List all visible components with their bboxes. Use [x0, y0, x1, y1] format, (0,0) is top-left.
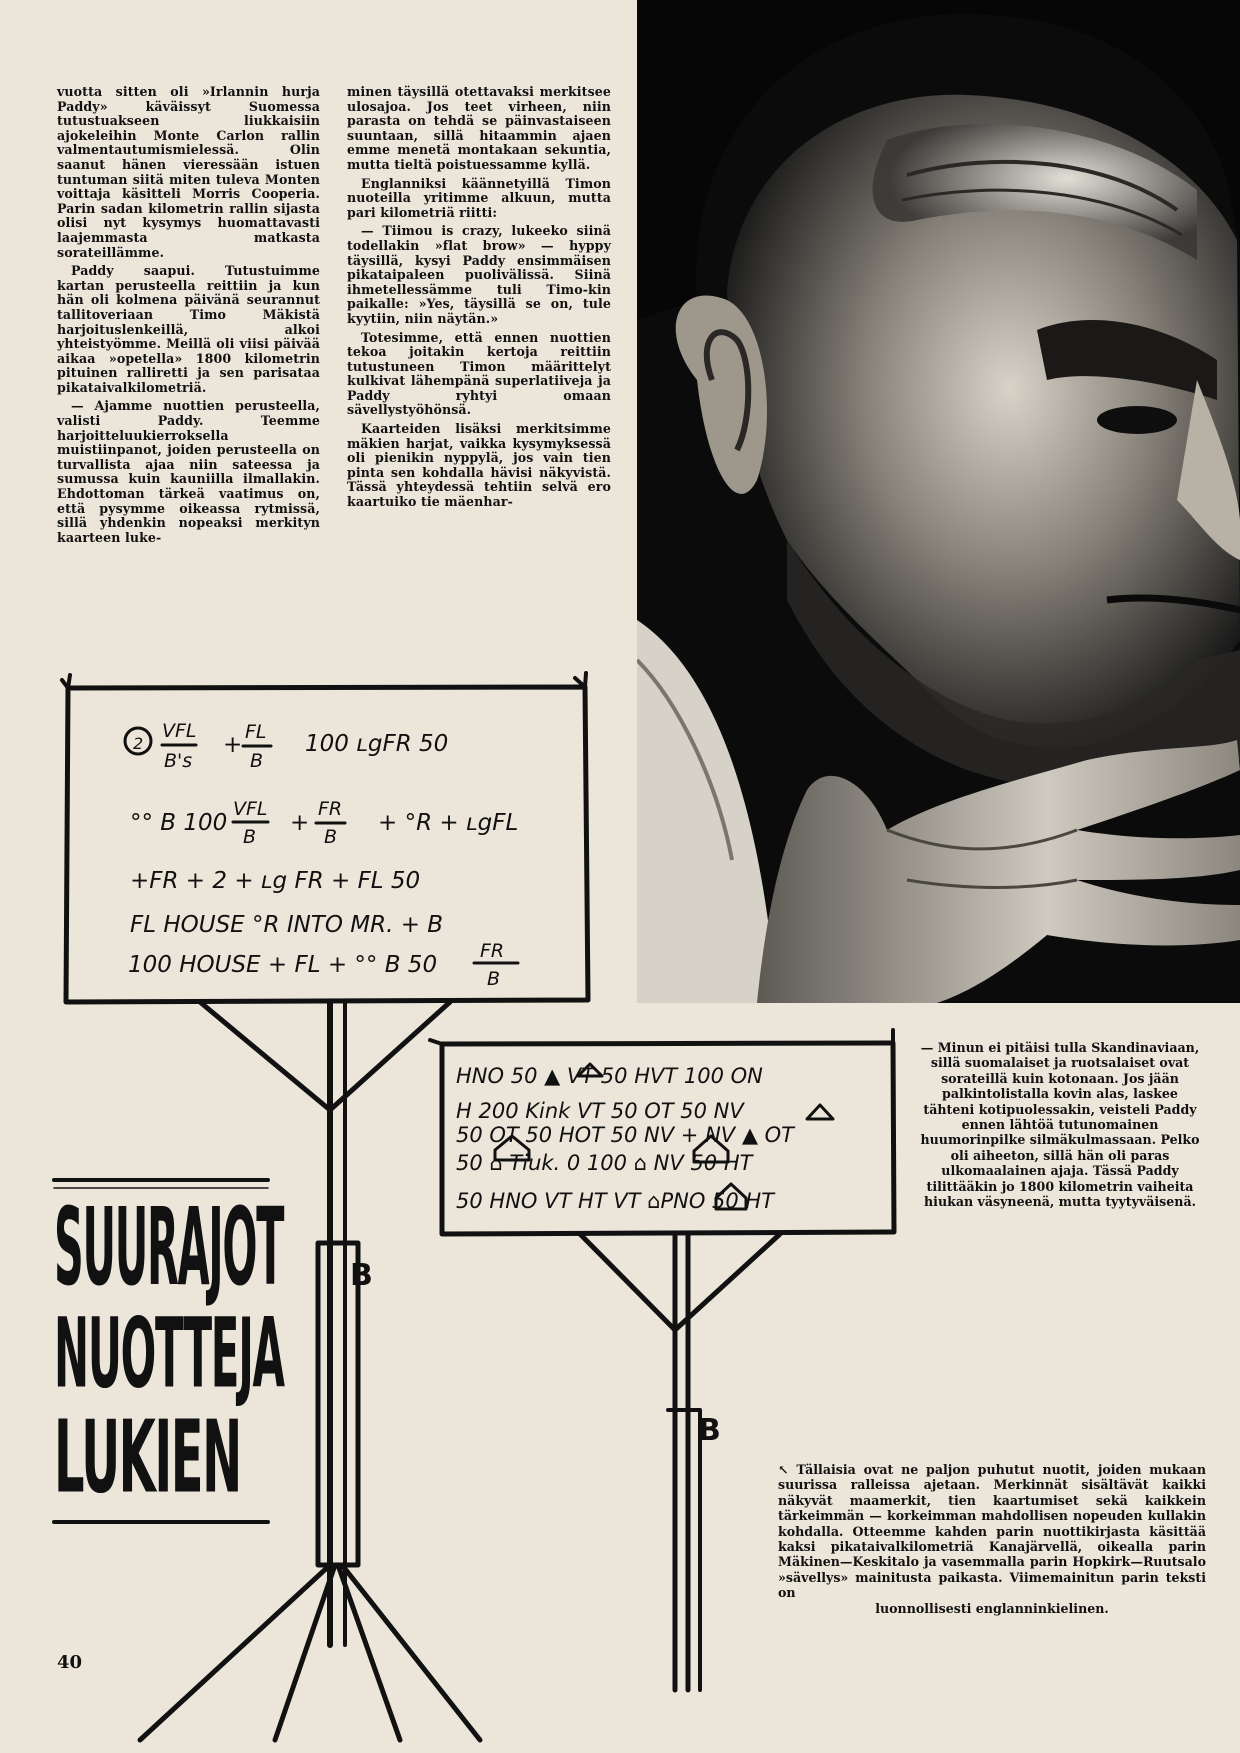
- stand-label: B: [698, 1413, 721, 1448]
- headline-line-1: SUURAJOT: [54, 1185, 284, 1310]
- note-text: FR: [480, 940, 505, 962]
- page-number: 40: [57, 1652, 83, 1673]
- photo-caption: — Minun ei pitäisi tulla Skandinaviaan, sillä suomalaiset ja ruotsalaiset ovat sorateillä kuin kotonaan. Jos jään palkintolistalla kovin alas, laskee tähteni kotipuolessakin, veisteli Paddy ennen lähtöä tutunomainen huumorinpilke silmäkulmassaan. Pelko oli aiheeton, sillä hän oli paras ulkomaalainen ajaja. Tässä Paddy tilittääkin jo 1800 kilometrin vaiheita hiukan väsyneenä, mutta tyytyväisenä.: [920, 1040, 1200, 1210]
- note-text: +: [290, 810, 310, 836]
- note-text: FL HOUSE °R INTO MR. + B: [130, 912, 444, 938]
- note-text: 50 OT 50 HOT 50 NV + NV ▲ OT: [456, 1123, 794, 1147]
- headline-line-3: LUKIEN: [54, 1399, 241, 1516]
- paragraph: vuotta sitten oli »Irlannin hurja Paddy» käväissyt Suomessa tutustuakseen liukkaisiin ajokeleihin Monte Carlon rallin valmentautumismielessä. Olin saanut hänen vieressään istuen tuntuman siitä miten tuleva Monten voittaja käsitteli Morris Cooperia. Parin sadan kilometrin rallin sijasta olisi nyt kysymys huomattavasti laajemmasta matkasta sorateillämme.: [57, 84, 320, 260]
- paragraph: minen täysillä otettavaksi merkitsee ulosajoa. Jos teet virheen, niin parasta on tehdä se päinvastaiseen suuntaan, sillä hitaammin ajaen emme menetä montakaan sekuntia, mutta tieltä poistuessamme kyllä.: [347, 84, 611, 172]
- note-text: VFL: [233, 798, 268, 820]
- headline-line-2: NUOTTEJA: [54, 1298, 284, 1410]
- stand-label: B: [350, 1258, 373, 1293]
- note-number: 2: [133, 734, 144, 753]
- note-text: B: [243, 826, 257, 848]
- note-text: 100 ʟgFR 50: [305, 731, 449, 757]
- notes-caption: [778, 1462, 1206, 1616]
- note-text: HNO 50 ▲ VT 50 HVT 100 ON: [456, 1064, 763, 1088]
- paragraph: Paddy saapui. Tutustuimme kartan perusteella reittiin ja kun hän oli kolmena päivänä seurannut tallitoveriaan Timo Mäkistä harjoituslenkeillä, alkoi yhteistyömme. Meillä oli viisi päivää aikaa »opetella» 1800 kilometrin pituinen ralliretti ja sen parisataa pikataivalkilometriä.: [57, 263, 320, 395]
- note-text: + °R + ʟgFL: [378, 810, 519, 836]
- note-text: °° B 100: [130, 810, 228, 836]
- note-text: B: [324, 826, 338, 848]
- note-text: H 200 Kink VT 50 OT 50 NV: [456, 1099, 744, 1123]
- headline: [54, 1180, 284, 1522]
- paragraph: — Ajamme nuottien perusteella, valisti Paddy. Teemme harjoitteluukierroksella muistiinpanot, joiden perusteella on turvallista ajaa niin sateessa ja sumussa kuin kauniilla ilmallakin. Ehdottoman tärkeä vaatimus on, että pysymme oikeassa rytmissä, sillä yhdenkin nopeaksi merkityn kaarteen luke-: [57, 398, 320, 545]
- note-text: B: [487, 968, 501, 990]
- notes-caption-text: ↖ Tällaisia ovat ne paljon puhutut nuotit, joiden mukaan suurissa ralleissa ajetaan. Merkinnät sisältävät kaikki näkyvät maamerkit, tien kaartumiset sekä kaikkein tärkeimmän — korkeimman mahdollisen nopeuden kullakin kohdalla. Otteemme kahden parin nuottikirjasta käsittää kaksi pikataivalkilometriä Kanajärvellä, oikealla parin Mäkinen—Keskitalo ja vasemmalla parin Hopkirk—Ruutsalo »sävellys» mainitusta paikasta. Viimemainitun parin teksti on: [778, 1462, 1206, 1601]
- paragraph: — Tiimou is crazy, lukeeko siinä todellakin »flat brow» — hyppy täysillä, kysyi Paddy ensimmäisen pikataipaleen puolivälissä. Siinä ihmetellessämme tuli Timo-kin paikalle: »Yes, täysillä se on, tule kyytiin, niin näytän.»: [347, 223, 611, 326]
- note-text: B: [250, 750, 264, 772]
- note-text: +: [223, 732, 243, 758]
- note-text: FR: [318, 798, 343, 820]
- note-text: 100 HOUSE + FL + °° B 50: [128, 952, 438, 978]
- note-text: 50 ⌂ Tiuk. 0 100 ⌂ NV 50 HT: [456, 1151, 753, 1175]
- paragraph: Totesimme, että ennen nuottien tekoa joitakin kertoja reittiin tutustuneen Timon määrittelyt kulkivat lähempänä superlatiiveja ja Paddy ryhtyi omaan sävellystyöhönsä.: [347, 329, 611, 418]
- note-text: VFL: [162, 720, 197, 742]
- paragraph: Kaarteiden lisäksi merkitsimme mäkien harjat, vaikka kysymyksessä oli pienikin nyppylä, jos vain tien pinta sen kohdalla hävisi näkyvistä. Tässä yhteydessä tehtiin selvä ero kaartuiko tie mäenhar-: [347, 421, 611, 510]
- notes-caption-last-line: luonnollisesti englanninkielinen.: [875, 1600, 1109, 1616]
- note-text: +FR + 2 + ʟg FR + FL 50: [130, 868, 421, 894]
- note-text: FL: [245, 721, 267, 743]
- paragraph: Englanniksi käännetyillä Timon nuoteilla yritimme alkuun, mutta pari kilometriä riitti:: [347, 175, 611, 220]
- note-text: 50 HNO VT HT VT ⌂PNO 50 HT: [456, 1189, 775, 1213]
- note-text: B's: [164, 750, 193, 772]
